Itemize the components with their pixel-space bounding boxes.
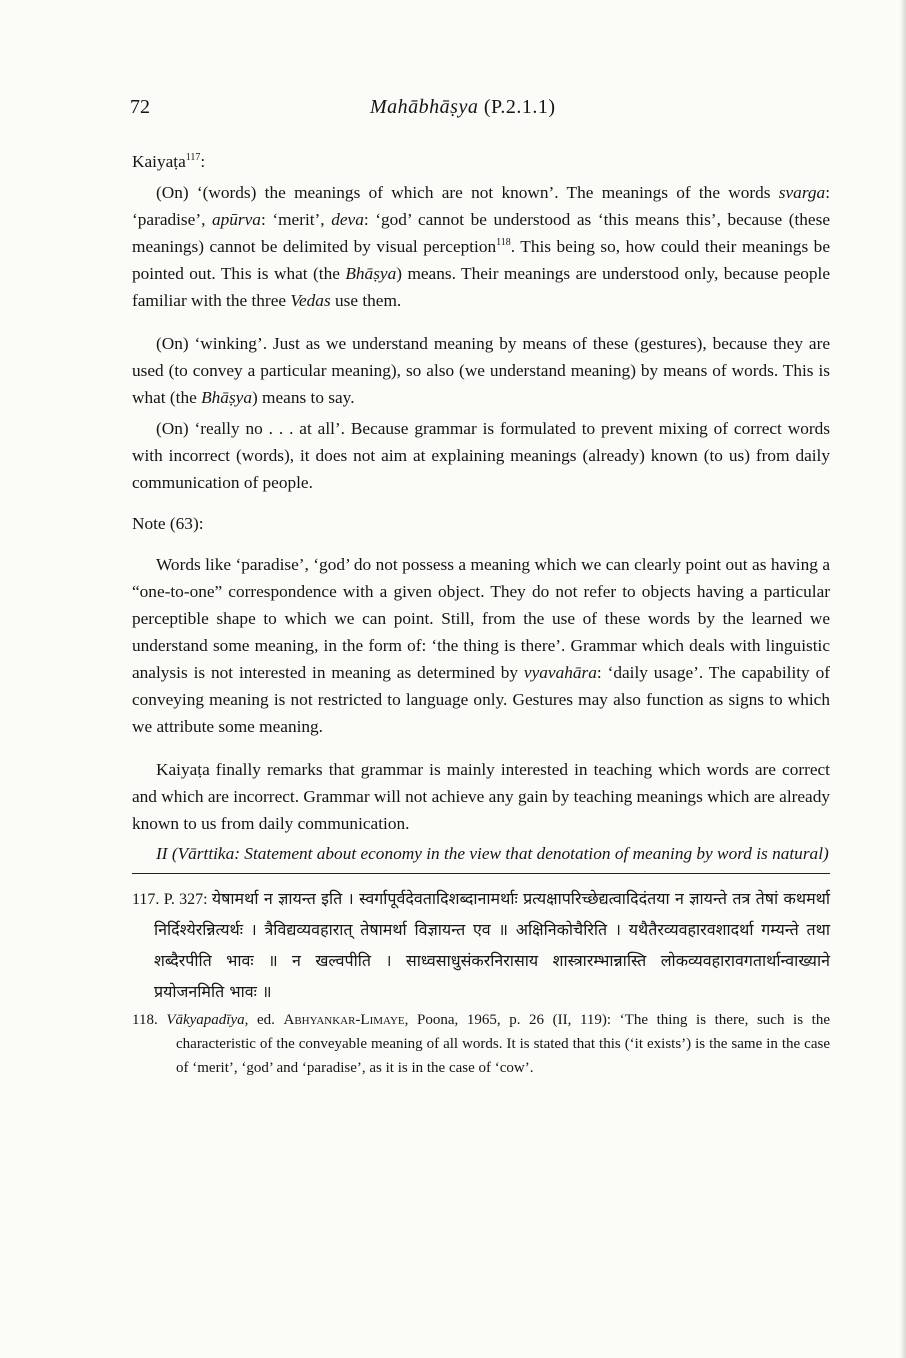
p1-text-13: use them. [330,291,402,310]
note-heading: Note (63): [132,514,204,533]
paragraph-note-body [132,551,830,740]
footnote-117 [132,884,830,1008]
varttika-label: Vārttika [177,844,235,863]
footnote-117-number: 117. [132,891,160,908]
footnote-118 [132,1008,830,1080]
footnote-ref-117: 117 [185,152,201,164]
paragraph-really-no: (On) ‘really no . . . at all’. Because grammar is formulated to prevent mixing of correct words with incorrect (words), it does not aim at explaining meanings (already) known (to us) from daily communication of people. [132,419,830,492]
term-bhasya-2: Bhāṣya [201,388,252,407]
p1-text-3: : ‘paradise’, [132,183,830,229]
term-svarga: svarga [778,183,826,202]
footnote-117-sanskrit: येषामर्था न ज्ञायन्त इति । स्वर्गापूर्वदेवतादिशब्दानामर्थाः प्रत्यक्षापरिच्छेद्यत्वादिदंतया न ज्ञायन्ते तत्र तेषां कथमर्था निर्दिश्येरन्नित्यर्थः । त्रैविद्यव्यवहारात् तेषामर्था विज्ञायन्त एव ॥ अक्षिनिकोचैरिति । यथैतैरव्यवहारवशादर्था गम्यन्ते तथा शब्दैरपीति भावः ॥ न खल्वपीति । साध्वसाधुसंकरनिरासाय शास्त्रारम्भान्नास्ति लोकव्यवहारावगतार्थान्वाख्याने प्रयोजनमिति भावः ॥ [154,889,831,1001]
term-apurva: apūrva [211,210,261,229]
footnotes [132,884,830,1080]
running-title [370,96,556,119]
p1-text-5: : ‘merit’, [260,210,332,229]
paragraph-words-meanings [132,179,830,314]
footnote-118-number: 118. [132,1012,158,1028]
term-vyavahara: vyavahāra [523,663,597,682]
term-bhasya: Bhāṣya [345,264,397,283]
p1-text-9: . This being so, how could their meanings be pointed out. This is what (the [132,237,830,283]
footnote-118-title: Vākyapadīya, [166,1012,249,1028]
varttika-number: II ( [156,844,178,863]
footnote-118-ed: ed. [248,1012,284,1028]
footnote-118-editors: Abhyankar-Limaye, [283,1012,409,1028]
page-body [132,148,830,1080]
kaiyata-heading-text: Kaiyaṭa [132,152,186,171]
p1-text-7: : ‘god’ cannot be understood as ‘this means this’, because (these meanings) cannot be delimited by visual perception [132,210,830,256]
footnote-ref-118: 118 [496,237,511,249]
p2-text-1: (On) ‘winking’. Just as we understand meaning by means of these (gestures), because they are used (to convey a particular meaning), so also (we understand meaning) by means of words. This is what (the [132,334,830,407]
running-title-ref: (P.2.1.1) [483,96,556,118]
kaiyata-heading-colon: : [200,152,206,171]
kaiyata-heading [132,148,830,175]
p1-text-11: ) means. Their meanings are understood only, because people familiar with the three [132,264,830,310]
footnote-117-ref: P. 327: [163,891,208,908]
term-vedas: Vedas [290,291,331,310]
varttika-heading [132,841,830,867]
running-title-work: Mahābhāṣya [370,96,479,118]
footnote-118-text: Poona, 1965, p. 26 (II, 119): ‘The thing is there, such is the characteristic of the conveyable meaning of all words. It is stated that this (‘it exists’) is the same in the case of ‘merit’, ‘god’ and ‘paradise’, as it is in the case of ‘cow’. [176,1012,830,1076]
p2-text-3: ) means to say. [251,388,355,407]
varttika-statement: : Statement about economy in the view that denotation of meaning by word is natural) [234,844,829,863]
term-deva: deva [331,210,364,229]
page-header [130,96,830,126]
paragraph-kaiyata-remarks: Kaiyaṭa finally remarks that grammar is mainly interested in teaching which words are correct and which are incorrect. Grammar will not achieve any gain by teaching meanings which are already known to us from daily communication. [132,760,830,833]
paragraph-winking [132,330,830,411]
p4-text-1: Words like ‘paradise’, ‘god’ do not possess a meaning which we can clearly point out as having a “one-to-one” correspondence with a given object. They do not refer to objects having a particular perceptible shape to which we can point. Still, from the use of these words by the learned we understand some meaning, in the form of: ‘the thing is there’. Grammar which deals with linguistic analysis is not interested in meaning as determined by [132,555,830,682]
p1-text-1: (On) ‘(words) the meanings of which are not known’. The meanings of the words [156,183,779,202]
page-number: 72 [130,96,150,118]
footnote-rule [132,873,830,874]
p4-text-3: : ‘daily usage’. The capability of conveying meaning is not restricted to language only. Gestures may also function as signs to which we attribute some meaning. [132,663,830,736]
page-edge-shadow [900,0,906,1358]
